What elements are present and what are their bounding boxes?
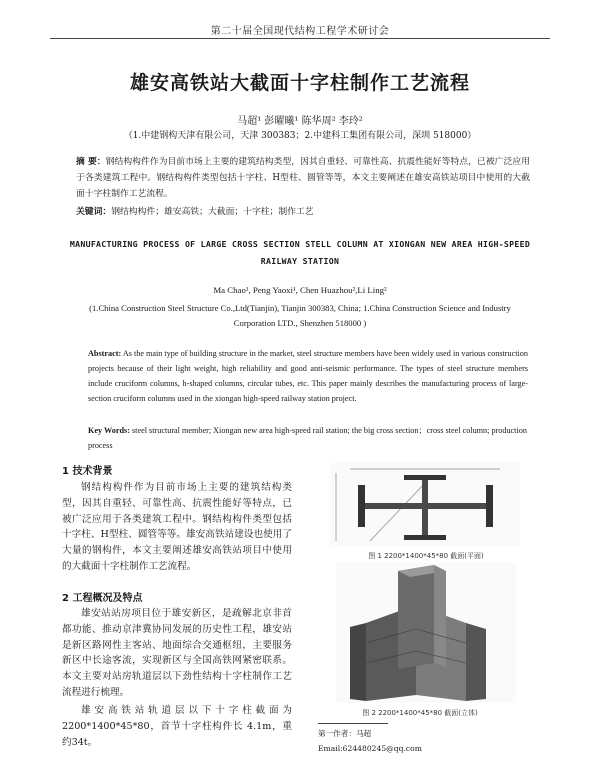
keywords-english-text: steel structural member; Xiongan new area high-speed rail station; the big cross section；cross steel column; production process — [88, 426, 527, 450]
column-back-web — [398, 565, 434, 669]
affiliations-english: (1.China Construction Steel Structure Co.,Ltd(Tianjin), Tianjin 300383, China; 1.China Construction Science and Industry Corporation LTD., Shenzhen 518000 ) — [89, 303, 511, 328]
abstract-chinese-text: 钢结构构件作为目前市场上主要的建筑结构类型，因其自重轻、可靠性高、抗震性能好等特点，已被广泛应用于各类建筑工程中。钢结构构件类型包括十字柱、H型柱、圆管等等，本文主要阐述在雄安高铁站项目中使用的大截面十字柱制作工艺流程。 — [76, 157, 530, 199]
flange-left — [358, 485, 365, 527]
flange-bottom — [404, 535, 446, 540]
web-vertical — [422, 477, 428, 537]
footnote-rule — [318, 723, 388, 724]
authors-english: Ma Chao¹, Peng Yaoxi¹, Chen Huazhou²,Li Ling² — [213, 285, 387, 295]
authors-chinese: 马超¹ 彭曜曦¹ 陈华周² 李玲² — [237, 116, 363, 127]
figure-2-caption: 图 2 2200*1400*45*80 截面(立体) — [362, 709, 478, 717]
section-2-heading: 2 工程概况及特点 — [62, 593, 143, 604]
figure-1-caption: 图 1 2200*1400*45*80 截面(平面) — [368, 552, 484, 560]
running-header: 第二十届全国现代结构工程学术研讨会 — [210, 26, 390, 37]
footnote-email: Email:624480245@qq.com — [318, 744, 422, 753]
section-2-paragraph-2: 雄安高铁站轨道层以下十字柱截面为2200*1400*45*80，首节十字柱构件长 4.1m，重约34t。 — [62, 705, 292, 748]
flange-left-3d — [350, 623, 366, 701]
abstract-chinese-label: 摘 要： — [76, 157, 106, 167]
column-side-face — [434, 565, 446, 667]
diagonal-stiffener — [370, 483, 425, 541]
abstract-english-text: As the main type of building structure in the market, steel structure members have been widely used in various construction projects because of their light weight, high reliability and good anti-seismic performance. The types of steel structure members include cruciform columns, h-shaped columns, circular tubes, etc. This paper mainly describes the manufacturing process of large-section cruciform columns used in the xiongan high-speed railway station project. — [88, 349, 528, 403]
flange-top — [404, 475, 446, 480]
keywords-english-label: Key Words: — [88, 426, 130, 435]
keywords-chinese-label: 关键词： — [76, 207, 112, 217]
abstract-chinese — [76, 154, 530, 202]
paper-title-english: MANUFACTURING PROCESS OF LARGE CROSS SECTION STELL COLUMN AT XIONGAN NEW AREA HIGH-SPEED RAILWAY STATION — [69, 239, 531, 266]
paper-title: 雄安高铁站大截面十字柱制作工艺流程 — [129, 72, 470, 94]
affiliations-chinese: （1.中建钢构天津有限公司，天津 300383；2.中建科工集团有限公司，深圳 518000） — [123, 131, 477, 141]
flange-right — [486, 485, 493, 527]
abstract-english — [88, 346, 528, 406]
figure-2-section-3d — [336, 563, 516, 703]
keywords-english — [88, 423, 528, 453]
section-2-paragraph-1: 雄安站站房项目位于雄安新区，是疏解北京非首都功能、推动京津冀协同发展的历史性工程，雄安站是新区路网性主客站、地面综合交通枢纽，主要服务新区中长途客流，实现新区与全国高铁网紧密联系。本文主要对站房轨道层以下劲性结构十字柱制作工艺流程进行梳理。 — [62, 608, 292, 698]
header-rule — [50, 38, 550, 39]
figure-1-section-plan — [330, 463, 520, 547]
section-1-paragraph: 钢结构构件作为目前市场上主要的建筑结构类型，因其自重轻、可靠性高、抗震性能好等特点，已被广泛应用于各类建筑工程中。钢结构构件类型包括十字柱、H型柱、圆管等等。雄安高铁站建设也使用了大量的钢构件，本文主要阐述雄安高铁站项目中使用的大截面十字柱制作工艺流程。 — [62, 482, 292, 572]
abstract-english-label: Abstract: — [88, 349, 122, 358]
flange-right-3d — [466, 623, 486, 701]
keywords-chinese-text: 钢结构构件；雄安高铁；大截面；十字柱；制作工艺 — [111, 207, 314, 217]
section-1-heading: 1 技术背景 — [62, 466, 113, 477]
keywords-chinese — [76, 204, 530, 217]
footnote-author: 第一作者：马超 — [318, 729, 372, 738]
